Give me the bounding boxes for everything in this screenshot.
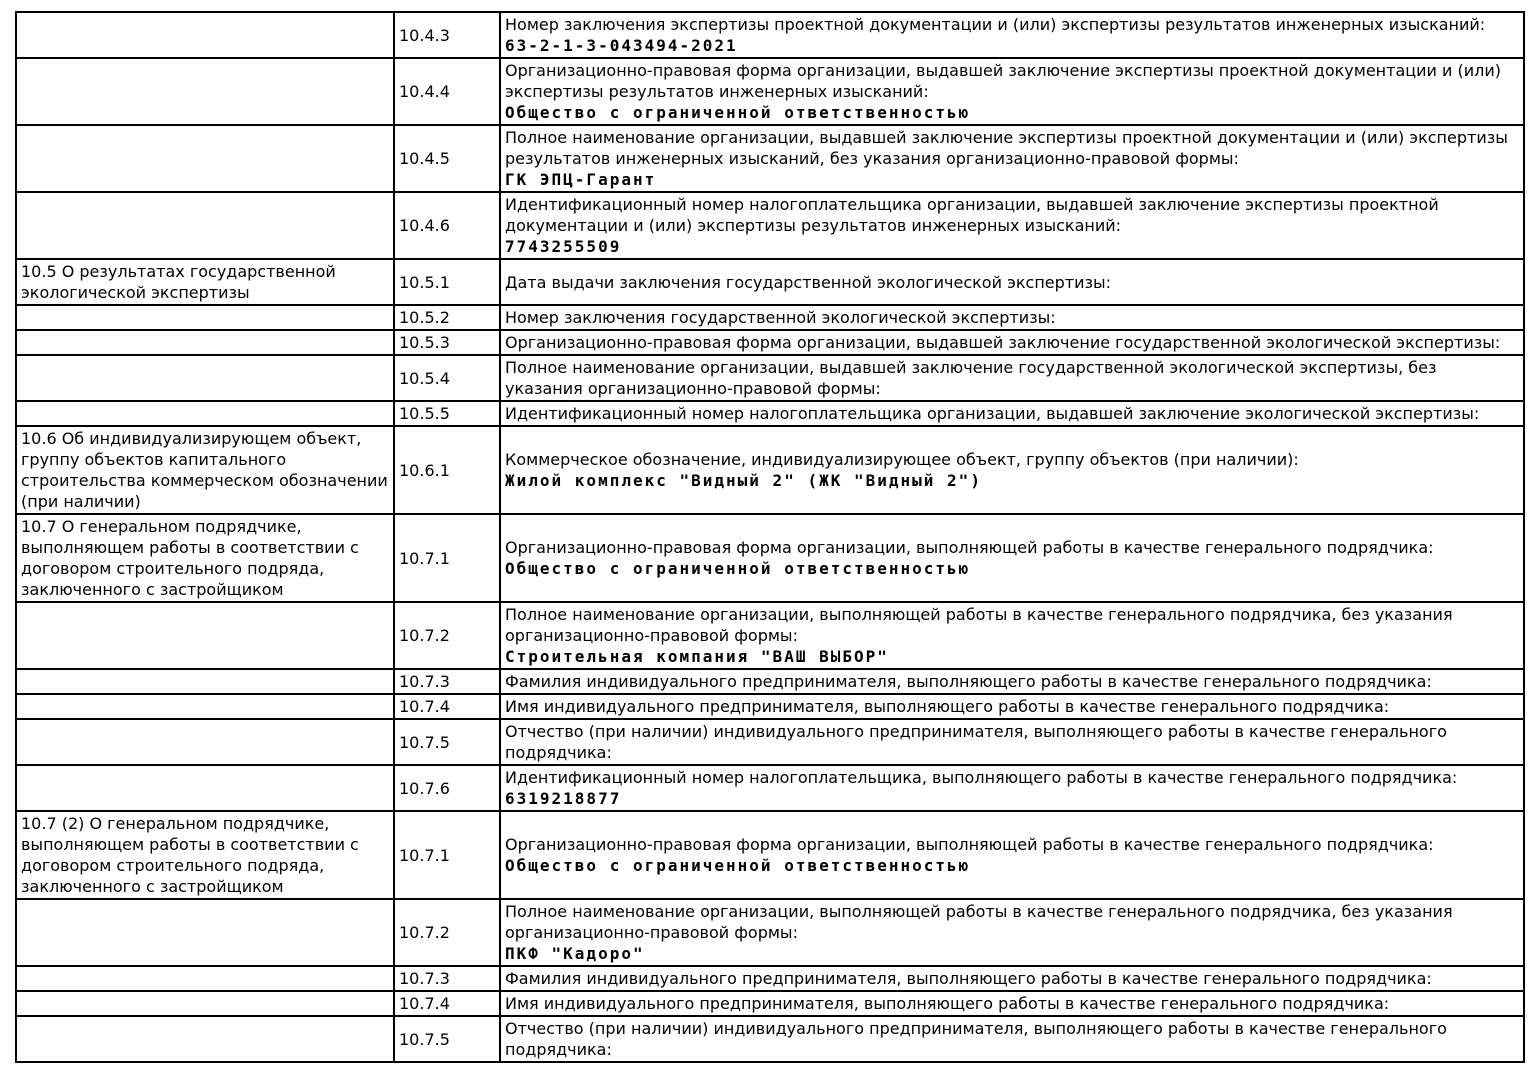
table-row: [16, 966, 1524, 991]
field-label: Организационно-правовая форма организации, выполняющей работы в качестве генерального подрядчика:: [505, 538, 1434, 557]
section-title-cell: 10.7 (2) О генеральном подрядчике, выполняющем работы в соответствии с договором строительного подряда, заключенного с застройщиком: [16, 811, 394, 899]
section-title-cell: [16, 966, 394, 991]
table-row: [16, 355, 1524, 401]
table-row: [16, 305, 1524, 330]
table-row: [16, 1016, 1524, 1062]
field-value: ПКФ "Кадоро": [505, 944, 645, 963]
table-row: [16, 602, 1524, 669]
description-cell: [500, 192, 1524, 259]
description-cell: [500, 694, 1524, 719]
description-cell: [500, 125, 1524, 192]
code-cell: 10.5.3: [394, 330, 500, 355]
description-cell: [500, 330, 1524, 355]
table-row: [16, 192, 1524, 259]
table-row: [16, 899, 1524, 966]
description-cell: [500, 12, 1524, 58]
section-title-cell: 10.5 О результатах государственной экологической экспертизы: [16, 259, 394, 305]
field-label: Фамилия индивидуального предпринимателя, выполняющего работы в качестве генерального подрядчика:: [505, 672, 1432, 691]
section-title-cell: [16, 125, 394, 192]
section-title-cell: [16, 12, 394, 58]
section-title-cell: [16, 991, 394, 1016]
field-label: Отчество (при наличии) индивидуального предпринимателя, выполняющего работы в качестве генерального подрядчика:: [505, 722, 1447, 762]
section-title-cell: [16, 355, 394, 401]
section-title-cell: [16, 305, 394, 330]
table-row: [16, 259, 1524, 305]
section-title-cell: [16, 192, 394, 259]
table-row: [16, 330, 1524, 355]
field-label: Организационно-правовая форма организации, выдавшей заключение экспертизы проектной документации и (или) экспертизы результатов инженерных изысканий:: [505, 61, 1502, 101]
section-title-cell: 10.6 Об индивидуализирующем объект, группу объектов капитального строительства коммерческом обозначении (при наличии): [16, 426, 394, 514]
field-label: Идентификационный номер налогоплательщика организации, выдавшей заключение экологической экспертизы:: [505, 404, 1480, 423]
code-cell: 10.7.2: [394, 602, 500, 669]
code-cell: 10.5.2: [394, 305, 500, 330]
field-label: Полное наименование организации, выполняющей работы в качестве генерального подрядчика, без указания организационно-правовой формы:: [505, 605, 1453, 645]
description-cell: [500, 602, 1524, 669]
code-cell: 10.4.4: [394, 58, 500, 125]
section-title-cell: [16, 765, 394, 811]
description-cell: [500, 899, 1524, 966]
description-cell: [500, 719, 1524, 765]
field-label: Имя индивидуального предпринимателя, выполняющего работы в качестве генерального подрядчика:: [505, 994, 1390, 1013]
code-cell: 10.7.3: [394, 669, 500, 694]
description-cell: [500, 355, 1524, 401]
section-title-cell: [16, 694, 394, 719]
table-row: [16, 426, 1524, 514]
table-row: [16, 694, 1524, 719]
table-row: [16, 991, 1524, 1016]
declaration-table-body: [16, 12, 1524, 1062]
description-cell: [500, 811, 1524, 899]
field-value: Общество с ограниченной ответственностью: [505, 856, 971, 875]
field-label: Организационно-правовая форма организации, выдавшей заключение государственной экологической экспертизы:: [505, 333, 1501, 352]
code-cell: 10.4.3: [394, 12, 500, 58]
field-label: Идентификационный номер налогоплательщика организации, выдавшей заключение экспертизы проектной документации и (или) экспертизы результатов инженерных изысканий:: [505, 195, 1439, 235]
description-cell: [500, 514, 1524, 602]
description-cell: [500, 58, 1524, 125]
code-cell: 10.6.1: [394, 426, 500, 514]
section-title-cell: [16, 1016, 394, 1062]
code-cell: 10.5.4: [394, 355, 500, 401]
field-label: Фамилия индивидуального предпринимателя, выполняющего работы в качестве генерального подрядчика:: [505, 969, 1432, 988]
field-label: Номер заключения государственной экологической экспертизы:: [505, 308, 1056, 327]
field-label: Отчество (при наличии) индивидуального предпринимателя, выполняющего работы в качестве генерального подрядчика:: [505, 1019, 1447, 1059]
description-cell: [500, 259, 1524, 305]
table-row: [16, 401, 1524, 426]
field-value: Жилой комплекс "Видный 2" (ЖК "Видный 2"): [505, 471, 982, 490]
table-row: [16, 514, 1524, 602]
code-cell: 10.4.5: [394, 125, 500, 192]
description-cell: [500, 1016, 1524, 1062]
description-cell: [500, 966, 1524, 991]
code-cell: 10.5.1: [394, 259, 500, 305]
code-cell: 10.7.1: [394, 811, 500, 899]
field-value: 7743255509: [505, 237, 622, 256]
section-title-cell: [16, 602, 394, 669]
field-value: Общество с ограниченной ответственностью: [505, 559, 971, 578]
table-row: [16, 811, 1524, 899]
field-label: Дата выдачи заключения государственной экологической экспертизы:: [505, 272, 1112, 292]
table-row: [16, 12, 1524, 58]
table-row: [16, 765, 1524, 811]
field-label: Организационно-правовая форма организации, выполняющей работы в качестве генерального подрядчика:: [505, 835, 1434, 854]
code-cell: 10.7.4: [394, 694, 500, 719]
field-label: Имя индивидуального предпринимателя, выполняющего работы в качестве генерального подрядчика:: [505, 697, 1390, 716]
section-title-cell: [16, 330, 394, 355]
code-cell: 10.7.3: [394, 966, 500, 991]
section-title-cell: [16, 719, 394, 765]
description-cell: [500, 401, 1524, 426]
field-value: Строительная компания "ВАШ ВЫБОР": [505, 647, 889, 666]
section-title-cell: 10.7 О генеральном подрядчике, выполняющем работы в соответствии с договором строительного подряда, заключенного с застройщиком: [16, 514, 394, 602]
field-label: Коммерческое обозначение, индивидуализирующее объект, группу объектов (при наличии):: [505, 450, 1299, 469]
description-cell: [500, 426, 1524, 514]
table-row: [16, 58, 1524, 125]
field-label: Идентификационный номер налогоплательщика, выполняющего работы в качестве генерального подрядчика:: [505, 768, 1458, 787]
code-cell: 10.7.4: [394, 991, 500, 1016]
field-label: Полное наименование организации, выдавшей заключение экспертизы проектной документации и (или) экспертизы результатов инженерных изысканий, без указания организационно-правовой формы:: [505, 128, 1508, 168]
field-label: Полное наименование организации, выполняющей работы в качестве генерального подрядчика, без указания организационно-правовой формы:: [505, 902, 1453, 942]
description-cell: [500, 669, 1524, 694]
field-value: Общество с ограниченной ответственностью: [505, 103, 971, 122]
description-cell: [500, 305, 1524, 330]
project-declaration-table: [15, 11, 1525, 1063]
code-cell: 10.4.6: [394, 192, 500, 259]
code-cell: 10.7.1: [394, 514, 500, 602]
table-row: [16, 669, 1524, 694]
field-label: Номер заключения экспертизы проектной документации и (или) экспертизы результатов инженерных изысканий:: [505, 15, 1486, 34]
code-cell: 10.7.6: [394, 765, 500, 811]
field-value: 63-2-1-3-043494-2021: [505, 36, 738, 55]
table-row: [16, 125, 1524, 192]
section-title-cell: [16, 58, 394, 125]
description-cell: [500, 765, 1524, 811]
field-value: ГК ЭПЦ-Гарант: [505, 170, 657, 189]
description-cell: [500, 991, 1524, 1016]
code-cell: 10.7.2: [394, 899, 500, 966]
code-cell: 10.5.5: [394, 401, 500, 426]
code-cell: 10.7.5: [394, 1016, 500, 1062]
section-title-cell: [16, 899, 394, 966]
table-row: [16, 719, 1524, 765]
section-title-cell: [16, 669, 394, 694]
field-label: Полное наименование организации, выдавшей заключение государственной экологической экспертизы, без указания организационно-правовой формы:: [505, 358, 1437, 398]
section-title-cell: [16, 401, 394, 426]
code-cell: 10.7.5: [394, 719, 500, 765]
field-value: 6319218877: [505, 789, 622, 808]
